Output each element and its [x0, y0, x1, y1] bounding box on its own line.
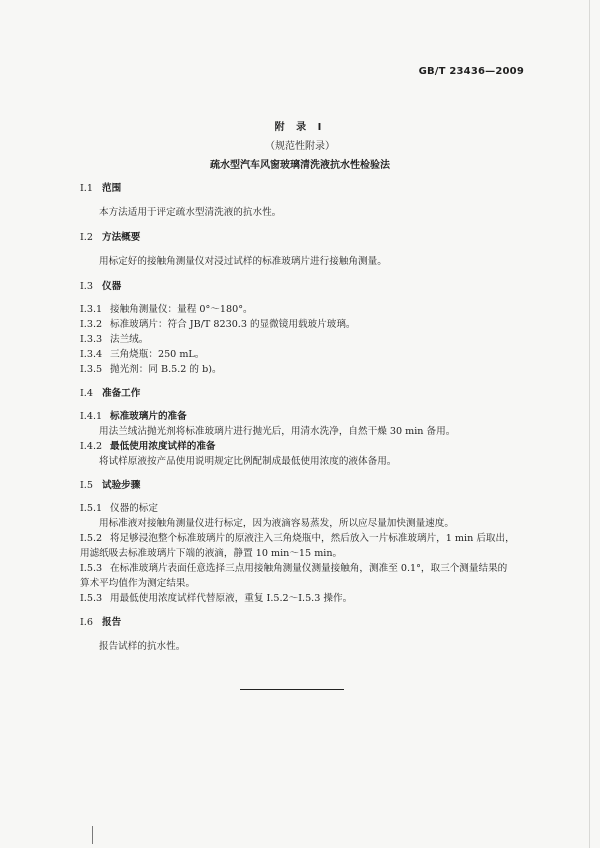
annex-main-title: 疏水型汽车风窗玻璃清洗液抗水性检验法	[210, 160, 390, 171]
section-heading: I.3 仪器	[80, 281, 122, 292]
end-divider	[240, 689, 344, 690]
list-item: I.3.5 抛光剂：同 B.5.2 的 b)。	[80, 364, 222, 375]
subsection-heading: I.4.1 标准玻璃片的准备	[80, 411, 187, 422]
standard-code: GB/T 23436—2009	[418, 66, 524, 77]
section-paragraph: 用标定好的接触角测量仪对浸过试样的标准玻璃片进行接触角测量。	[99, 256, 387, 267]
annex-label: 附 录 I	[274, 122, 326, 133]
section-heading: I.1 范围	[80, 183, 122, 194]
list-item: I.3.1 接触角测量仪：量程 0°～180°。	[80, 304, 253, 315]
annex-title-block	[0, 118, 600, 175]
section-heading: I.5 试验步骤	[80, 480, 141, 491]
subsection-heading: I.5.1 仪器的标定	[80, 503, 158, 514]
subsection-step: I.5.3 用最低使用浓度试样代替原液，重复 I.5.2～I.5.3 操作。	[80, 593, 353, 604]
section-paragraph: 本方法适用于评定疏水型清洗液的抗水性。	[99, 207, 282, 218]
section-heading: I.2 方法概要	[80, 232, 141, 243]
subsection-step: I.5.3 在标准玻璃片表面任意选择三点用接触角测量仪测量接触角，测准至 0.1°，取三个测量结果的	[80, 563, 508, 574]
subsection-heading: I.4.2 最低使用浓度试样的准备	[80, 441, 216, 452]
annex-type: （规范性附录）	[265, 141, 335, 152]
list-item: I.3.4 三角烧瓶：250 mL。	[80, 349, 205, 360]
section-paragraph: 报告试样的抗水性。	[99, 641, 186, 652]
subsection-step: I.5.2 将足够浸泡整个标准玻璃片的原液注入三角烧瓶中，然后放入一片标准玻璃片，1 min 后取出，	[80, 533, 515, 544]
margin-mark	[92, 826, 93, 844]
section-heading: I.4 准备工作	[80, 388, 141, 399]
subsection-paragraph: 用标准液对接触角测量仪进行标定，因为液滴容易蒸发，所以应尽量加快测量速度。	[99, 518, 454, 529]
subsection-step-continued: 用滤纸吸去标准玻璃片下端的液滴，静置 10 min～15 min。	[80, 548, 343, 559]
document-body	[80, 182, 530, 665]
list-item: I.3.3 法兰绒。	[80, 334, 149, 345]
subsection-paragraph: 将试样原液按产品使用说明规定比例配制成最低使用浓度的液体备用。	[99, 456, 397, 467]
subsection-step-continued: 算术平均值作为测定结果。	[80, 578, 196, 589]
list-item: I.3.2 标准玻璃片：符合 JB/T 8230.3 的显微镜用载玻片玻璃。	[80, 319, 356, 330]
section-heading: I.6 报告	[80, 617, 122, 628]
subsection-paragraph: 用法兰绒沾抛光剂将标准玻璃片进行抛光后，用清水洗净，自然干燥 30 min 备用。	[99, 426, 456, 437]
